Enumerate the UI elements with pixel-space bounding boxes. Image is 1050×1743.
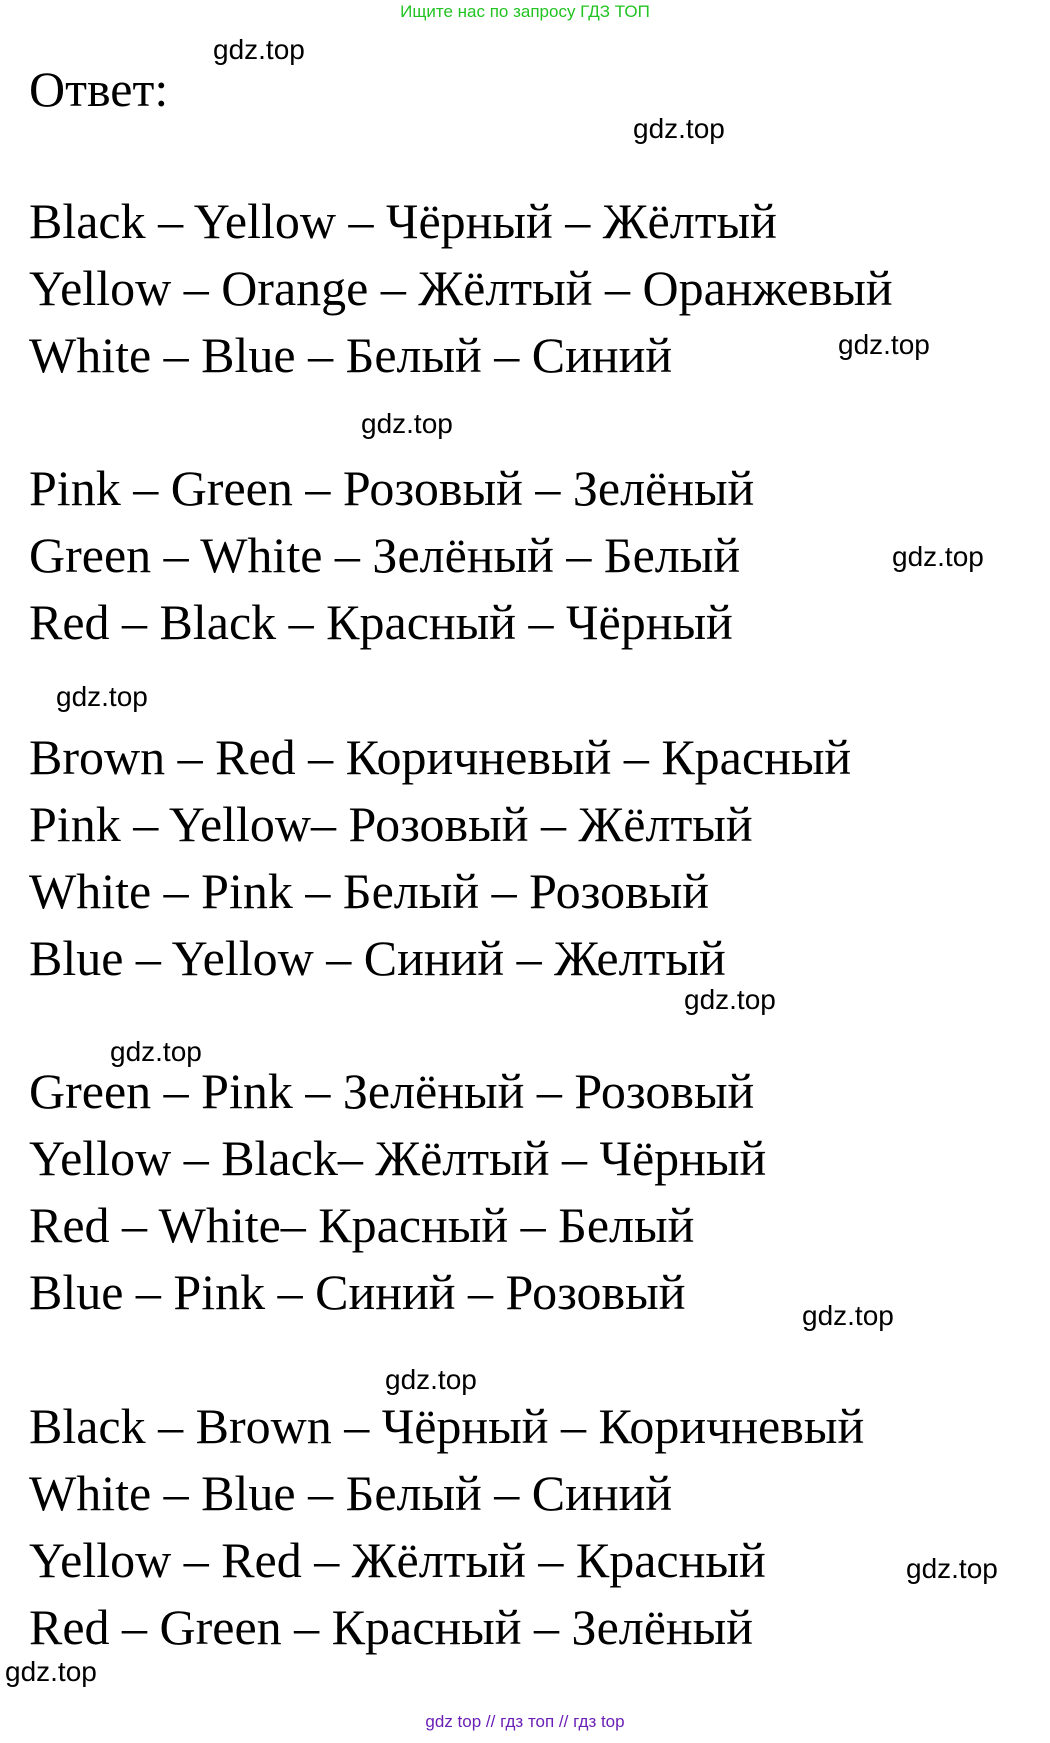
- answer-line: White – Pink – Белый – Розовый: [29, 863, 710, 919]
- watermark: gdz.top: [385, 1364, 477, 1395]
- answer-line: Red – White– Красный – Белый: [29, 1197, 695, 1253]
- top-banner: Ищите нас по запросу ГДЗ ТОП: [400, 2, 650, 21]
- footer-links: gdz top // гдз топ // гдз top: [425, 1712, 625, 1731]
- answer-line: Black – Yellow – Чёрный – Жёлтый: [29, 193, 777, 249]
- answer-line: Red – Green – Красный – Зелёный: [29, 1599, 754, 1655]
- answer-line: Yellow – Orange – Жёлтый – Оранжевый: [29, 260, 893, 316]
- watermark: gdz.top: [892, 541, 984, 572]
- answer-line: Yellow – Red – Жёлтый – Красный: [29, 1532, 766, 1588]
- watermark: gdz.top: [361, 408, 453, 439]
- answer-line: Pink – Yellow– Розовый – Жёлтый: [29, 796, 753, 852]
- answer-line: Blue – Pink – Синий – Розовый: [29, 1264, 686, 1320]
- answer-line: Brown – Red – Коричневый – Красный: [29, 729, 852, 785]
- answer-line: Pink – Green – Розовый – Зелёный: [29, 460, 755, 516]
- watermark: gdz.top: [684, 984, 776, 1015]
- watermark: gdz.top: [110, 1036, 202, 1067]
- answer-line: Green – Pink – Зелёный – Розовый: [29, 1063, 755, 1119]
- answer-line: Green – White – Зелёный – Белый: [29, 527, 741, 583]
- answer-line: White – Blue – Белый – Синий: [29, 1465, 673, 1521]
- answer-line: Black – Brown – Чёрный – Коричневый: [29, 1398, 865, 1454]
- watermark: gdz.top: [802, 1300, 894, 1331]
- watermark: gdz.top: [56, 681, 148, 712]
- watermark: gdz.top: [906, 1553, 998, 1584]
- answer-line: Yellow – Black– Жёлтый – Чёрный: [29, 1130, 767, 1186]
- watermark: gdz.top: [213, 34, 305, 65]
- watermark: gdz.top: [838, 329, 930, 360]
- watermark: gdz.top: [633, 113, 725, 144]
- watermark: gdz.top: [5, 1656, 97, 1687]
- answer-line: Red – Black – Красный – Чёрный: [29, 594, 733, 650]
- answer-line: White – Blue – Белый – Синий: [29, 327, 673, 383]
- answer-line: Blue – Yellow – Синий – Желтый: [29, 930, 726, 986]
- answer-heading: Ответ:: [29, 61, 169, 117]
